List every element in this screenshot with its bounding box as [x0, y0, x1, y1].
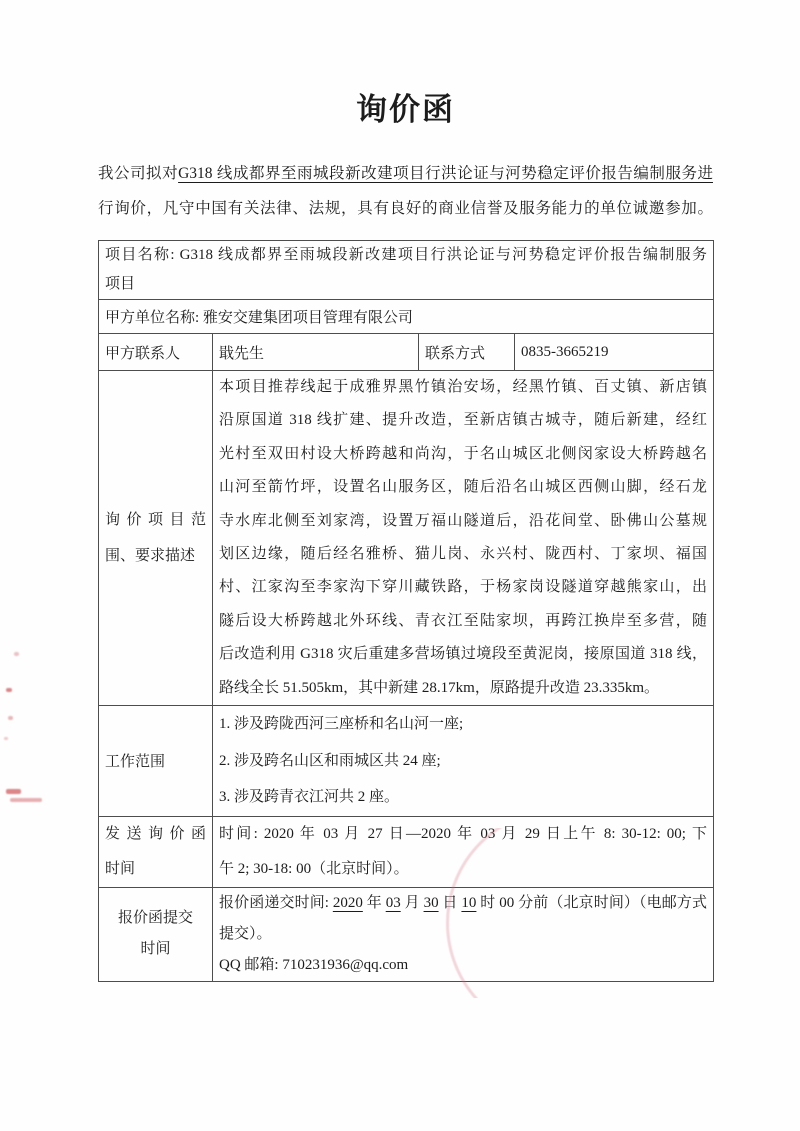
- intro-line-2: 行询价，凡守中国有关法律、法规，具有良好的商业信誉及服务能力的单位诚邀参加。: [98, 200, 713, 217]
- ink-speck: [10, 798, 42, 802]
- contact-label: 甲方联系人: [99, 334, 213, 371]
- send-time-value: 时间: 2020 年 03 月 27 日—2020 年 03 月 29 日上午 8: 30-12: 00; 下 午 2; 30-18: 00（北京时间）。: [213, 816, 714, 887]
- contact-phone: 0835-3665219: [515, 334, 714, 371]
- scope-label: 询价项目范 围、要求描述: [99, 371, 213, 706]
- send-time-row: [99, 816, 714, 887]
- ink-speck: [8, 716, 13, 720]
- submit-time-value: [213, 887, 714, 981]
- work-scope-label: 工作范围: [99, 706, 213, 817]
- work-scope-row: [99, 706, 714, 817]
- party-a-row: [99, 300, 714, 334]
- scope-row: [99, 371, 714, 706]
- submit-time-label: 报价函提交 时间: [99, 887, 213, 981]
- ink-speck: [4, 737, 8, 740]
- ink-speck: [6, 789, 21, 794]
- contact-method-label: 联系方式: [419, 334, 515, 371]
- submit-time-row: [99, 887, 714, 981]
- work-scope-items: 1. 涉及跨陇西河三座桥和名山河一座; 2. 涉及跨名山区和雨城区共 24 座; 3. 涉及跨青衣江河共 2 座。: [213, 706, 714, 817]
- ink-speck: [6, 688, 12, 692]
- scope-description: 本项目推荐线起于成雅界黑竹镇治安场，经黑竹镇、百丈镇、新店镇 沿原国道 318 线扩建、提升改造，至新店镇古城寺，随后新建，经红 光村至双田村设大桥跨越和尚沟，于名山城区北侧闵家设大桥跨越名 山河至箭竹坪，设置名山服务区，随后沿名山城区西侧山脚，经石龙 寺水库北侧至刘家湾，设置万福山隧道后，沿花间堂、卧佛山公墓规 划区边缘，随后经名雅桥、猫儿岗、永兴村、陇西村、丁家坝、福国 村、江家沟至李家沟下穿川藏铁路，于杨家岗设隧道穿越熊家山，出 隧后设大桥跨越北外环线、青衣江至陆家坝，再跨江换岸至多营，随 后改造利用 G318 灾后重建多营场镇过境段至黄泥岗，接原国道 318 线， 路线全长 51.505km，其中新建 28.17km，原路提升改造 23.335km。: [213, 371, 714, 706]
- party-a-cell: 甲方单位名称: 雅安交建集团项目管理有限公司: [99, 300, 714, 334]
- project-name-row: [99, 241, 714, 300]
- contact-row: [99, 334, 714, 371]
- contact-name: 戢先生: [213, 334, 419, 371]
- document-content: [98, 0, 713, 982]
- send-time-label: 发送询价函 时间: [99, 816, 213, 887]
- intro-line-1: 我公司拟对G318 线成都界至雨城段新改建项目行洪论证与河势稳定评价报告编制服务进: [98, 165, 713, 182]
- project-name-cell: 项目名称: G318 线成都界至雨城段新改建项目行洪论证与河势稳定评价报告编制服务 项目: [99, 241, 714, 300]
- inquiry-table: [98, 240, 714, 982]
- submit-deadline: 报价函递交时间: 2020 年 03 月 30 日 10 时 00 分前（北京时间）（电邮方式提交）。: [219, 894, 708, 942]
- page-title: 询价函: [356, 92, 455, 127]
- ink-speck: [14, 652, 19, 656]
- qq-email: QQ 邮箱: 710231936@qq.com: [219, 956, 409, 973]
- intro-paragraph: [98, 156, 713, 226]
